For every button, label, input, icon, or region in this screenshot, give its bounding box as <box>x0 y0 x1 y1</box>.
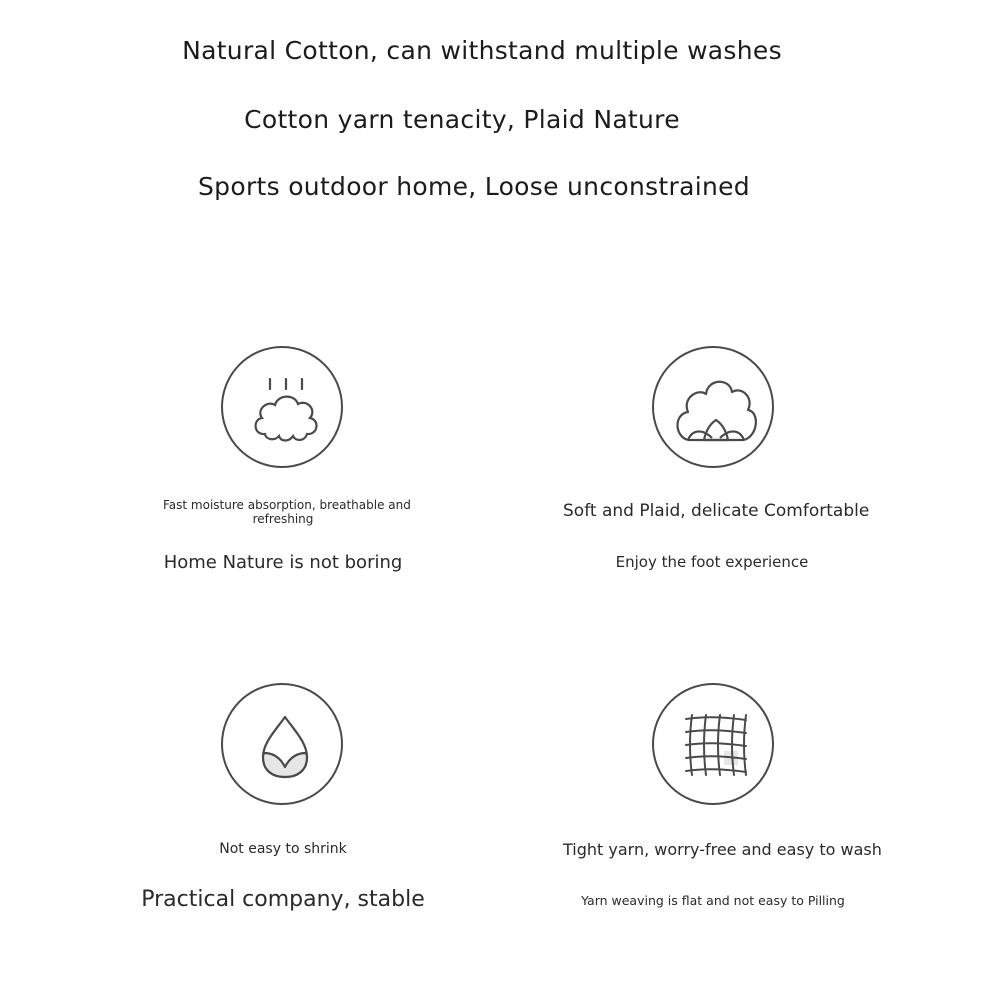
cotton-flower-icon <box>654 348 772 466</box>
headline-sports-outdoor: Sports outdoor home, Loose unconstrained <box>198 172 750 201</box>
yarn-feature-badge <box>652 683 774 805</box>
moisture-caption <box>163 498 411 526</box>
water-drop-icon <box>223 685 341 803</box>
shrink-tagline: Practical company, stable <box>141 887 425 912</box>
yarn-caption: Tight yarn, worry-free and easy to wash <box>563 840 882 859</box>
shrink-caption: Not easy to shrink <box>219 841 347 857</box>
moisture-tagline: Home Nature is not boring <box>163 552 403 573</box>
headline-cotton-yarn: Cotton yarn tenacity, Plaid Nature <box>244 105 680 134</box>
soft-tagline: Enjoy the foot experience <box>615 553 809 571</box>
moisture-caption-line2: refreshing <box>252 512 314 526</box>
soft-feature-badge <box>652 346 774 468</box>
headline-natural-cotton: Natural Cotton, can withstand multiple washes <box>182 36 782 65</box>
soft-caption: Soft and Plaid, delicate Comfortable <box>563 501 870 521</box>
shrink-feature-badge <box>221 683 343 805</box>
woven-grid-icon <box>654 685 772 803</box>
steam-cloud-icon <box>223 348 341 466</box>
moisture-feature-badge <box>221 346 343 468</box>
yarn-tagline: Yarn weaving is flat and not easy to Pilling <box>581 893 845 908</box>
moisture-caption-line1: Fast moisture absorption, breathable and <box>163 498 411 512</box>
